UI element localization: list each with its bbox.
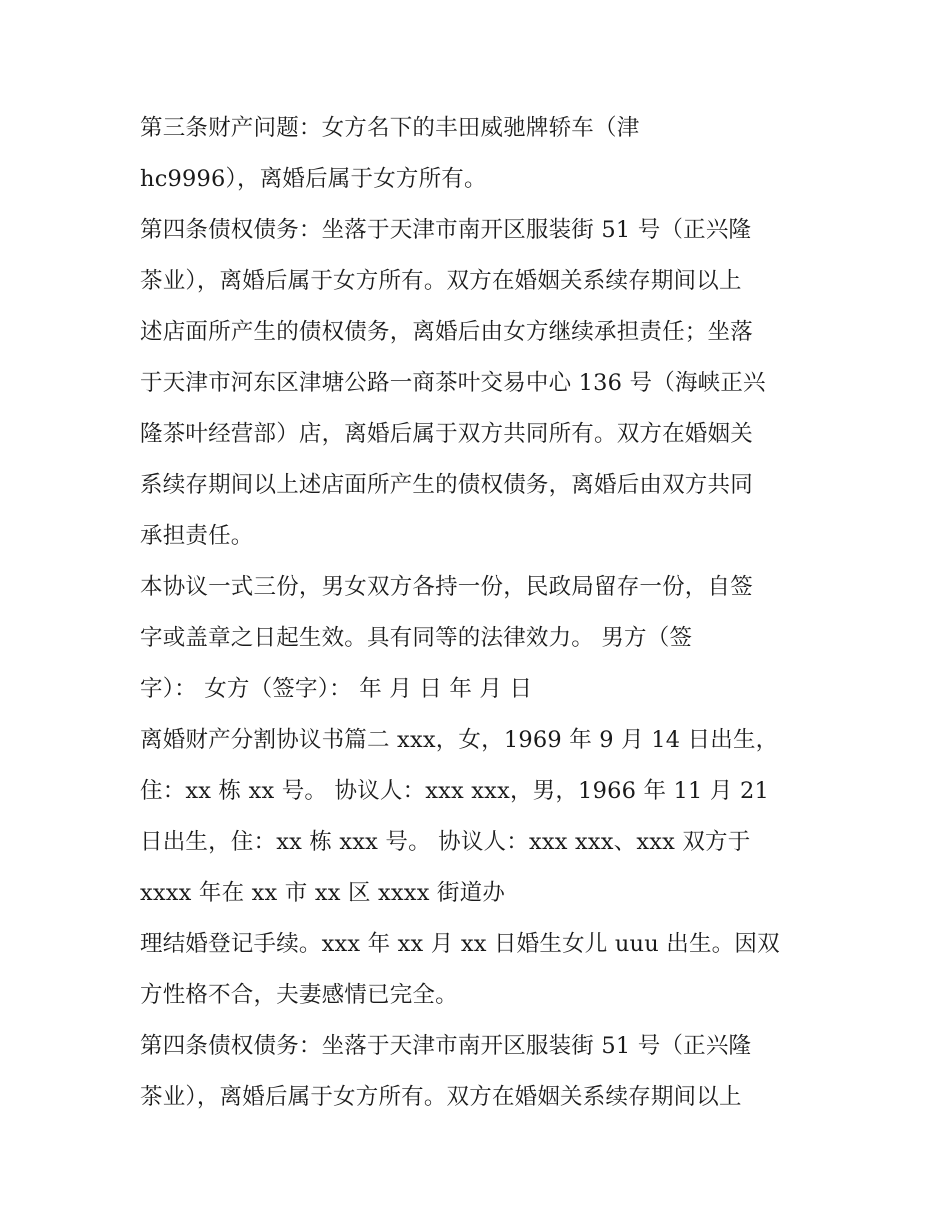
- text-line: xxxx 年在 xx 市 xx 区 xxxx 街道办: [140, 880, 506, 906]
- text-line: 茶业），离婚后属于女方所有。双方在婚姻关系续存期间以上: [140, 1084, 742, 1110]
- text-line: 第四条债权债务：坐落于天津市南开区服装街 51 号（正兴隆: [140, 1033, 752, 1059]
- text-line: 承担责任。: [140, 523, 254, 549]
- text-line: 第四条债权债务：坐落于天津市南开区服装街 51 号（正兴隆: [140, 217, 752, 243]
- text-line: 理结婚登记手续。xxx 年 xx 月 xx 日婚生女儿 uuu 出生。因双: [140, 931, 780, 957]
- text-line: 于天津市河东区津塘公路一商茶叶交易中心 136 号（海峡正兴: [140, 370, 766, 396]
- text-line: 系续存期间以上述店面所产生的债权债务，离婚后由双方共同: [140, 472, 753, 498]
- text-line: 茶业），离婚后属于女方所有。双方在婚姻关系续存期间以上: [140, 268, 742, 294]
- text-line: 第三条财产问题：女方名下的丰田威驰牌轿车（津: [140, 115, 640, 141]
- text-line: 方性格不合，夫妻感情已完全。: [140, 982, 458, 1008]
- text-line: hc9996），离婚后属于女方所有。: [140, 166, 487, 192]
- document-body: [140, 103, 820, 1123]
- text-line: 日出生，住：xx 栋 xxx 号。 协议人：xxx xxx、xxx 双方于: [140, 829, 751, 855]
- text-line: 隆茶叶经营部）店，离婚后属于双方共同所有。双方在婚姻关: [140, 421, 753, 447]
- text-line: 字）： 女方（签字）： 年 月 日 年 月 日: [140, 676, 533, 702]
- text-line: 述店面所产生的债权债务，离婚后由女方继续承担责任；坐落: [140, 319, 753, 345]
- text-line: 本协议一式三份，男女双方各持一份，民政局留存一份，自签: [140, 574, 753, 600]
- text-line: 字或盖章之日起生效。具有同等的法律效力。 男方（签: [140, 625, 693, 651]
- text-line: 离婚财产分割协议书篇二 xxx，女，1969 年 9 月 14 日出生，: [140, 727, 779, 753]
- text-line: 住：xx 栋 xx 号。 协议人：xxx xxx，男，1966 年 11 月 21: [140, 778, 769, 804]
